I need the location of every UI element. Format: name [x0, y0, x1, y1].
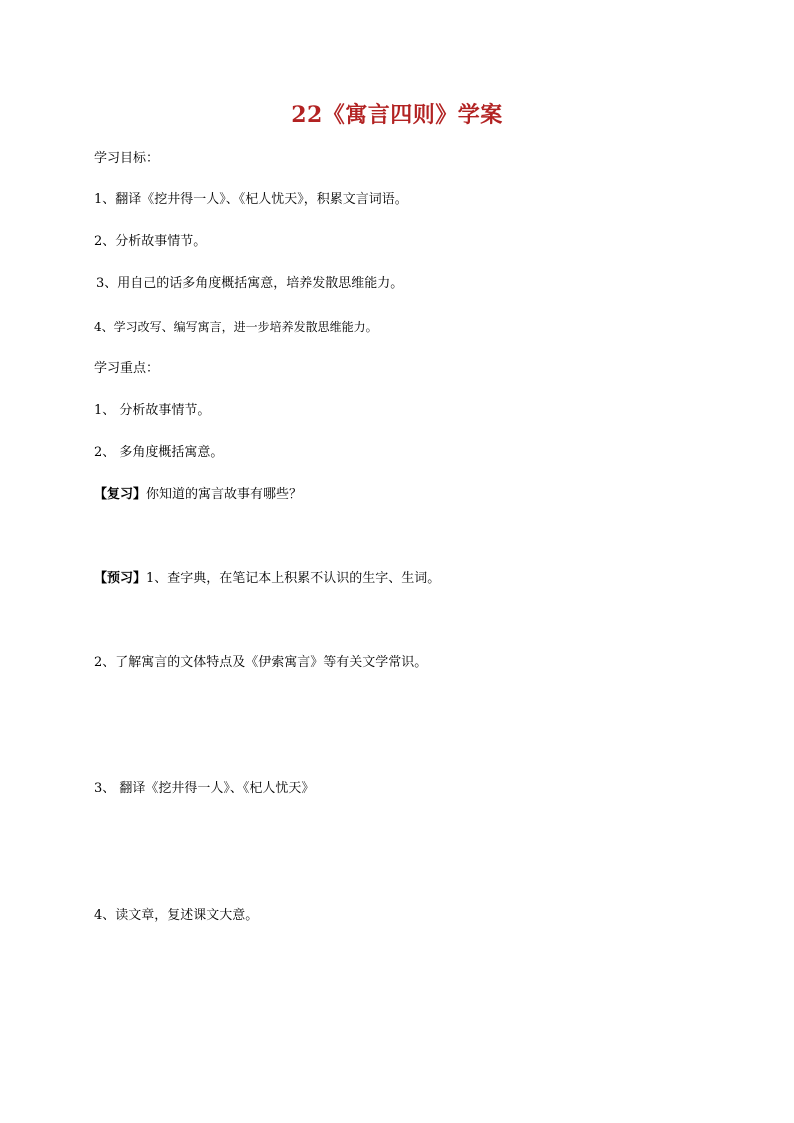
preview-item-4: 4、读文章，复述课文大意。	[94, 908, 259, 923]
preview-item-2: 2、了解寓言的文体特点及《伊索寓言》等有关文学常识。	[94, 655, 428, 670]
keypoint-item-1: 1、 分析故事情节。	[94, 403, 211, 418]
objective-item-3: 3、用自己的话多角度概括寓意，培养发散思维能力。	[96, 276, 404, 291]
preview-item-1	[94, 570, 440, 588]
review-text: 你知道的寓言故事有哪些？	[146, 487, 303, 502]
preview-tag: 【预习】	[94, 571, 147, 586]
objective-item-1: 1、翻译《挖井得一人》、《杞人忧天》，积累文言词语。	[94, 192, 408, 207]
document-title: 22《寓言四则》学案	[291, 102, 503, 128]
review-tag: 【复习】	[94, 487, 147, 502]
keypoint-item-2: 2、 多角度概括寓意。	[94, 445, 224, 460]
objective-item-2: 2、分析故事情节。	[94, 234, 207, 249]
objectives-heading: 学习目标：	[94, 151, 160, 166]
preview-item-3: 3、 翻译《挖井得一人》、《杞人忧天》	[94, 781, 315, 796]
review-question	[94, 486, 302, 504]
objective-item-4: 4、学习改写、编写寓言，进一步培养发散思维能力。	[94, 320, 378, 334]
keypoints-heading: 学习重点：	[94, 361, 160, 376]
preview-item-1-text: 1、查字典，在笔记本上积累不认识的生字、生词。	[146, 571, 441, 586]
